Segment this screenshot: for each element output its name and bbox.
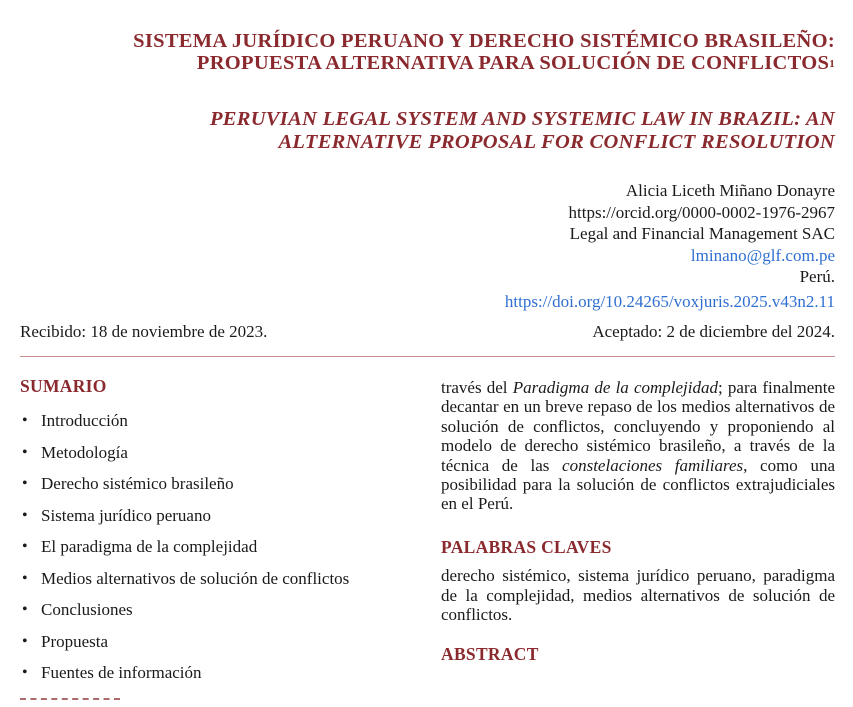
sumario-heading: SUMARIO [20, 376, 107, 396]
title-english-line2: ALTERNATIVE PROPOSAL FOR CONFLICT RESOLUTION [278, 131, 835, 153]
title-english [35, 108, 835, 154]
sumario-section [20, 376, 420, 689]
resumen-text-c: , como una posibilidad para la solución de conflictos extrajudiciales en el Perú. [441, 455, 835, 514]
sumario-item[interactable]: • Medios alternativos de solución de conflictos [20, 563, 420, 595]
author-block [335, 180, 835, 288]
doi-link[interactable]: https://doi.org/10.24265/voxjuris.2025.v43n2.11 [504, 292, 835, 311]
right-column [441, 378, 835, 674]
author-email-link[interactable]: lminano@glf.com.pe [690, 245, 835, 265]
author-affiliation: Legal and Financial Management SAC [569, 224, 835, 243]
author-orcid: https://orcid.org/0000-0002-1976-2967 [568, 202, 835, 222]
sumario-list [20, 405, 420, 689]
resumen-text-b: ; para finalmente decantar en un breve repaso de los medios alternativos de solución de conflictos, concluyendo y proponiendo al modelo de derecho sistémico brasileño, a través de la técnica de las [441, 378, 836, 475]
accepted-date: Aceptado: 2 de diciembre del 2024. [592, 322, 835, 341]
resumen-italic-paradigma: Paradigma de la complejidad [512, 378, 719, 397]
footnote-mark[interactable]: 1 [829, 58, 835, 70]
sumario-item[interactable]: • Derecho sistémico brasileño [20, 468, 420, 500]
sumario-item[interactable]: • El paradigma de la complejidad [20, 531, 420, 563]
dates-row [20, 322, 835, 342]
received-date: Recibido: 18 de noviembre de 2023. [20, 322, 268, 341]
author-country: Perú. [799, 267, 835, 286]
resumen-continuation [441, 378, 835, 514]
resumen-italic-constelaciones: constelaciones familiares [562, 455, 744, 475]
title-spanish-line2 [35, 52, 835, 74]
cutoff-heading-fragment [20, 698, 120, 704]
sumario-item[interactable]: • Propuesta [20, 626, 420, 658]
palabras-claves-heading: PALABRAS CLAVES [441, 536, 612, 557]
palabras-claves-text: derecho sistémico, sistema jurídico peruano, paradigma de la complejidad, medios alternativos de solución de conflictos. [441, 566, 835, 625]
title-english-line1: PERUVIAN LEGAL SYSTEM AND SYSTEMIC LAW IN BRAZIL: AN [209, 108, 835, 130]
author-name: Alicia Liceth Miñano Donayre [625, 181, 835, 200]
header-divider [20, 356, 835, 357]
title-spanish-line1: SISTEMA JURÍDICO PERUANO Y DERECHO SISTÉMICO BRASILEÑO: [133, 30, 835, 52]
sumario-item[interactable]: • Sistema jurídico peruano [20, 500, 420, 532]
title-spanish [35, 30, 835, 74]
title-spanish-line2-text: PROPUESTA ALTERNATIVA PARA SOLUCIÓN DE CONFLICTOS [196, 52, 830, 74]
abstract-heading: ABSTRACT [441, 644, 539, 665]
sumario-item[interactable]: • Fuentes de información [20, 657, 420, 689]
resumen-text-a: través del [441, 378, 513, 397]
sumario-item[interactable]: • Introducción [20, 405, 420, 437]
sumario-item[interactable]: • Conclusiones [20, 594, 420, 626]
sumario-item[interactable]: • Metodología [20, 437, 420, 469]
